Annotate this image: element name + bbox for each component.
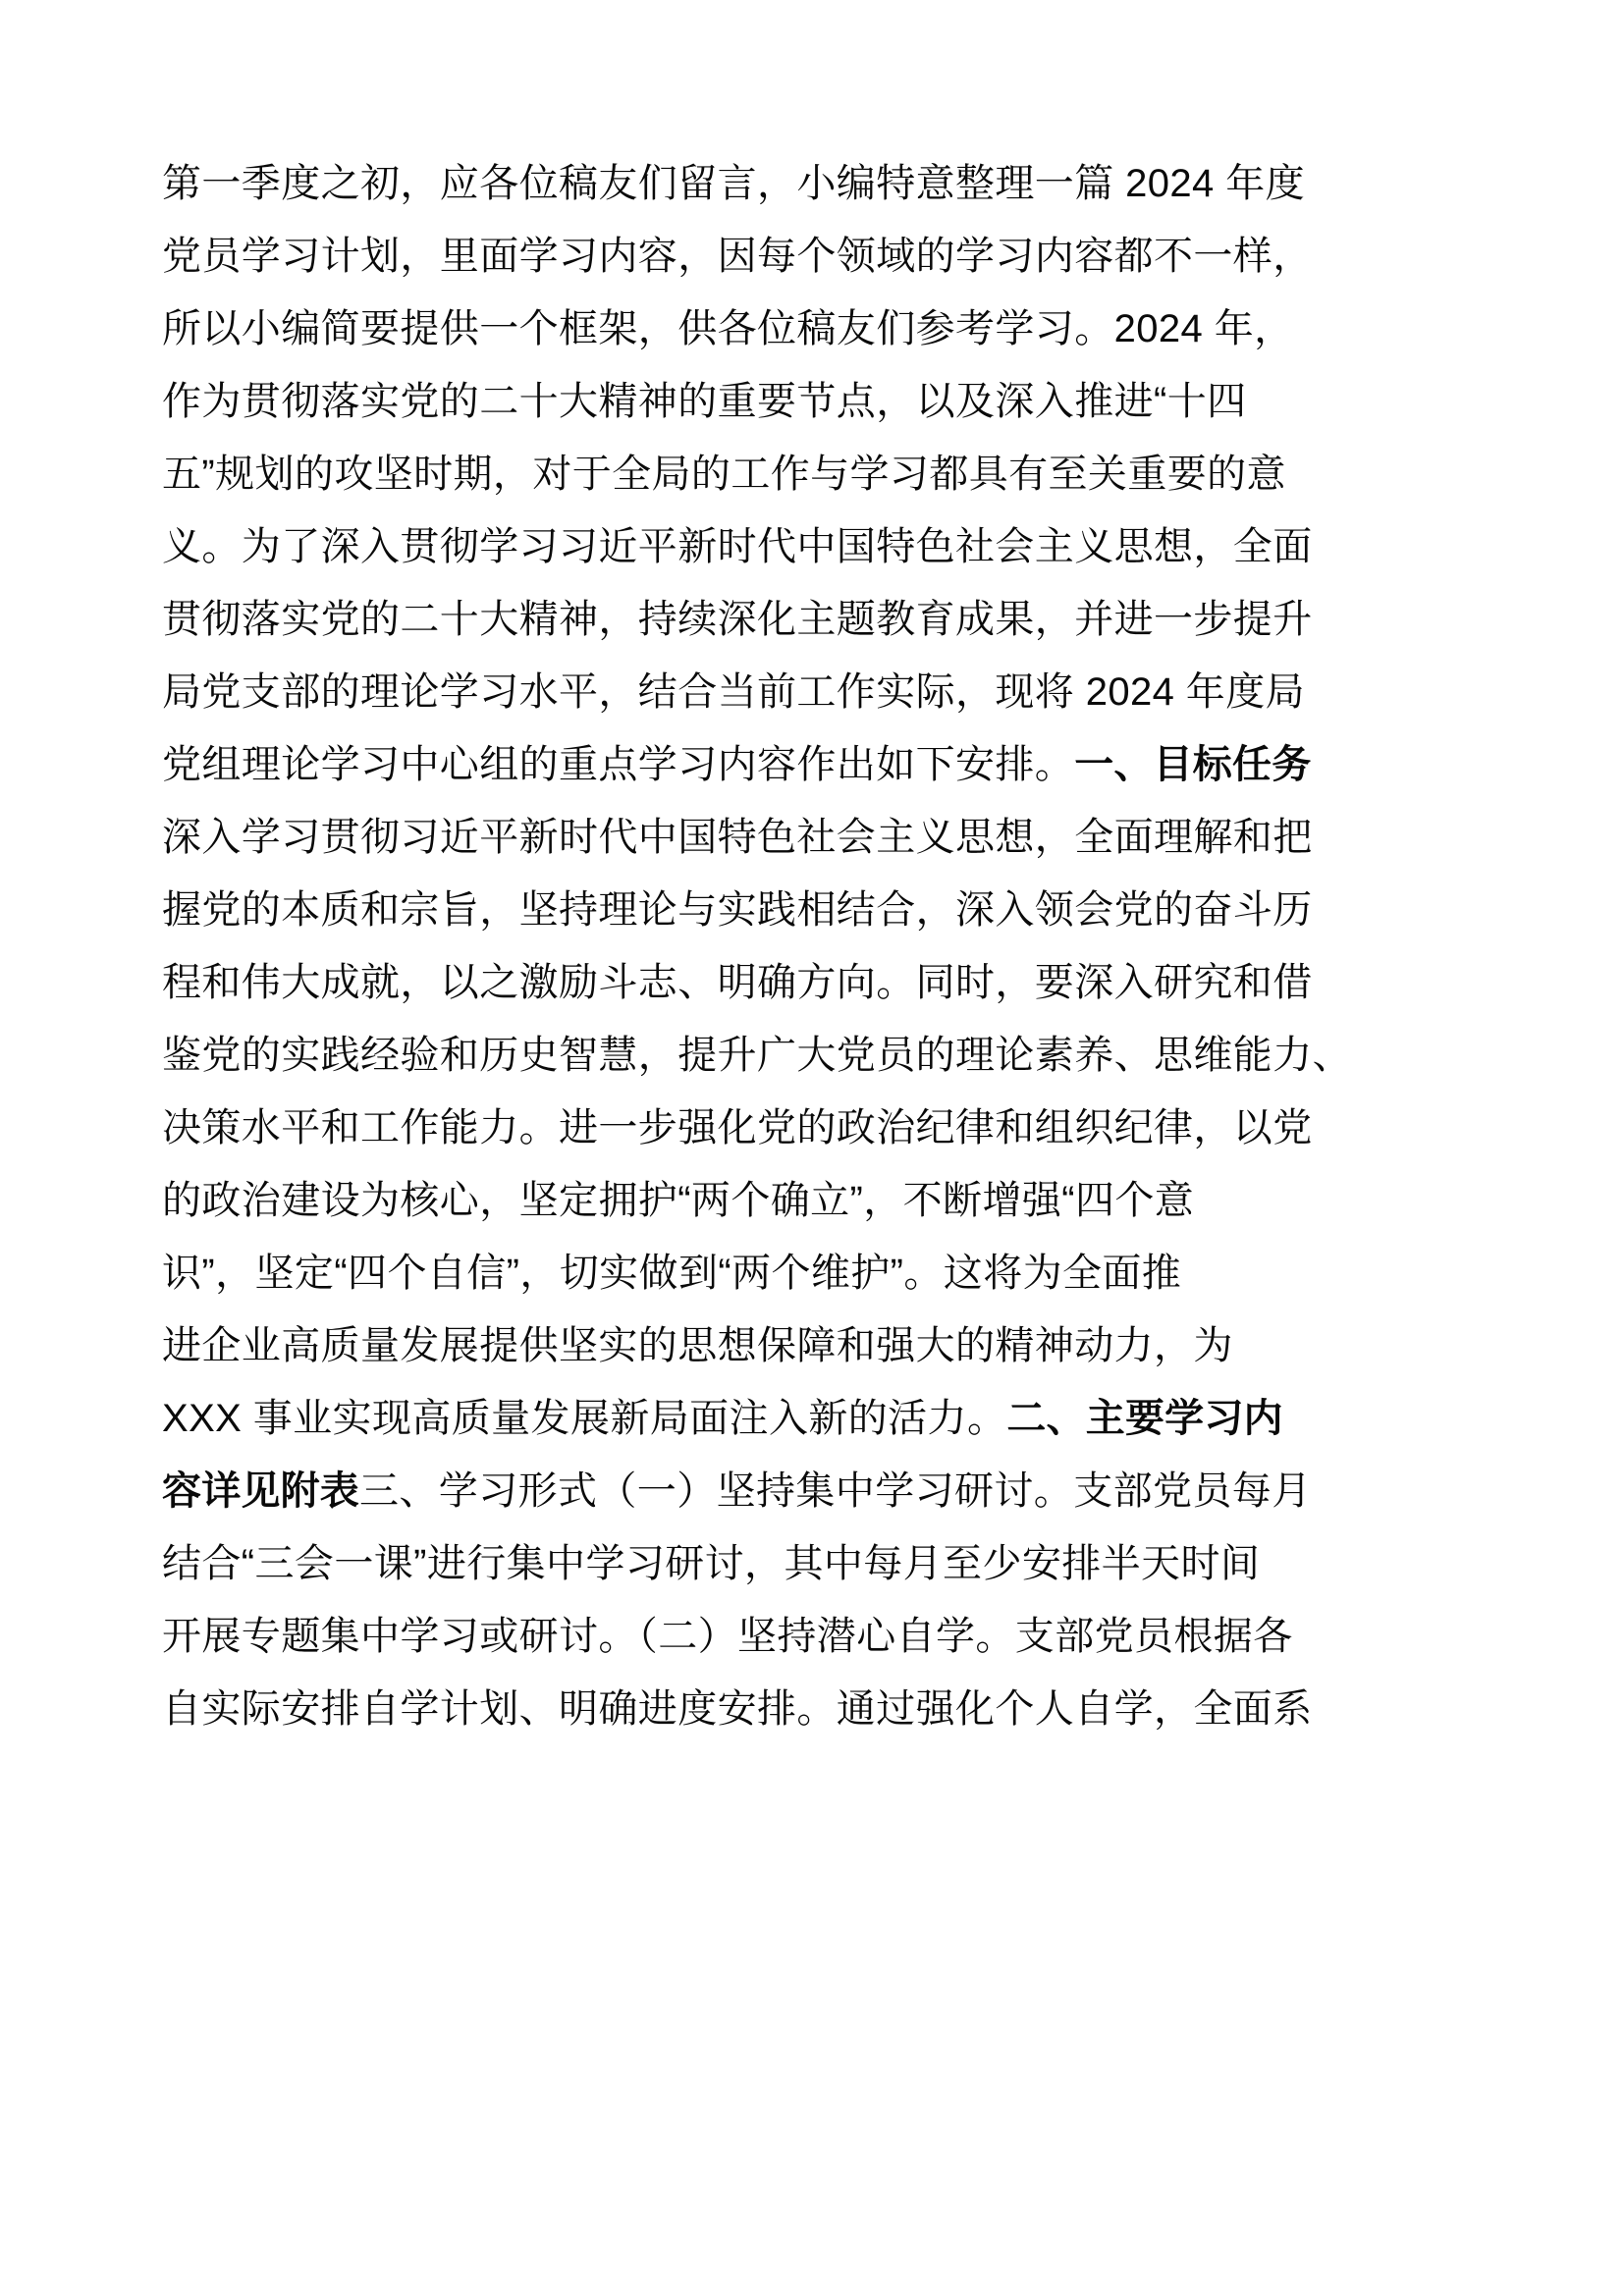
line-text: 三、学习形式（一）坚持集中学习研讨。支部党员每月 — [359, 1469, 1312, 1513]
line-text: 第一季度之初，应各位稿友们留言，小编特意整理一篇 2024 年度 — [162, 162, 1306, 205]
line-text: 局党支部的理论学习水平，结合当前工作实际，现将 2024 年度局 — [162, 670, 1306, 714]
text-line — [162, 656, 1380, 728]
line-text: 党员学习计划，里面学习内容，因每个领域的学习内容都不一样， — [162, 235, 1313, 278]
line-text: 开展专题集中学习或研讨。（二）坚持潜心自学。支部党员根据各 — [162, 1615, 1293, 1658]
text-line — [162, 1309, 1380, 1382]
text-line-with-heading — [162, 728, 1380, 801]
line-text: 决策水平和工作能力。进一步强化党的政治纪律和组织纪律，以党 — [162, 1106, 1313, 1149]
line-text: 结合“三会一课”进行集中学习研讨，其中每月至少安排半天时间 — [162, 1542, 1261, 1585]
text-line — [162, 583, 1380, 656]
section-heading-two-part2: 容详见附表 — [162, 1469, 359, 1513]
line-text: 的政治建设为核心，坚定拥护“两个确立”，不断增强“四个意 — [162, 1179, 1195, 1222]
document-text-body — [162, 147, 1380, 1745]
text-line — [162, 1600, 1380, 1673]
text-line — [162, 510, 1380, 583]
line-text: 五”规划的攻坚时期，对于全局的工作与学习都具有至关重要的意 — [162, 453, 1286, 496]
text-line-with-heading — [162, 1382, 1380, 1455]
text-line — [162, 1164, 1380, 1237]
section-heading-two-part1: 二、主要学习内 — [1006, 1397, 1283, 1440]
line-text: 深入学习贯彻习近平新时代中国特色社会主义思想，全面理解和把 — [162, 816, 1313, 859]
text-line — [162, 1527, 1380, 1600]
line-text: 握党的本质和宗旨，坚持理论与实践相结合，深入领会党的奋斗历 — [162, 888, 1313, 932]
text-line — [162, 1092, 1380, 1164]
line-text: 贯彻落实党的二十大精神，持续深化主题教育成果，并进一步提升 — [162, 598, 1313, 641]
text-line — [162, 147, 1380, 220]
section-heading-one: 一、目标任务 — [1074, 743, 1312, 786]
line-text: 进企业高质量发展提供坚实的思想保障和强大的精神动力，为 — [162, 1324, 1233, 1367]
line-text: 所以小编简要提供一个框架，供各位稿友们参考学习。2024 年， — [162, 307, 1294, 350]
line-text: 自实际安排自学计划、明确进度安排。通过强化个人自学，全面系 — [162, 1687, 1313, 1731]
text-line — [162, 1673, 1380, 1745]
text-line — [162, 438, 1380, 510]
line-text: 识”，坚定“四个自信”，切实做到“两个维护”。这将为全面推 — [162, 1252, 1182, 1295]
text-line — [162, 220, 1380, 293]
line-text: 义。为了深入贯彻学习习近平新时代中国特色社会主义思想，全面 — [162, 525, 1313, 568]
line-text: 党组理论学习中心组的重点学习内容作出如下安排。 — [162, 743, 1075, 786]
text-line — [162, 946, 1380, 1019]
text-line — [162, 365, 1380, 438]
text-line — [162, 1019, 1380, 1092]
line-text: 作为贯彻落实党的二十大精神的重要节点，以及深入推进“十四 — [162, 380, 1247, 423]
text-line-with-heading — [162, 1455, 1380, 1527]
line-text: 鉴党的实践经验和历史智慧，提升广大党员的理论素养、思维能力、 — [162, 1034, 1352, 1077]
text-line — [162, 874, 1380, 946]
text-line — [162, 293, 1380, 365]
text-line — [162, 801, 1380, 874]
text-line — [162, 1237, 1380, 1309]
line-text: XXX 事业实现高质量发展新局面注入新的活力。 — [162, 1397, 1007, 1440]
line-text: 程和伟大成就，以之激励斗志、明确方向。同时，要深入研究和借 — [162, 961, 1313, 1004]
